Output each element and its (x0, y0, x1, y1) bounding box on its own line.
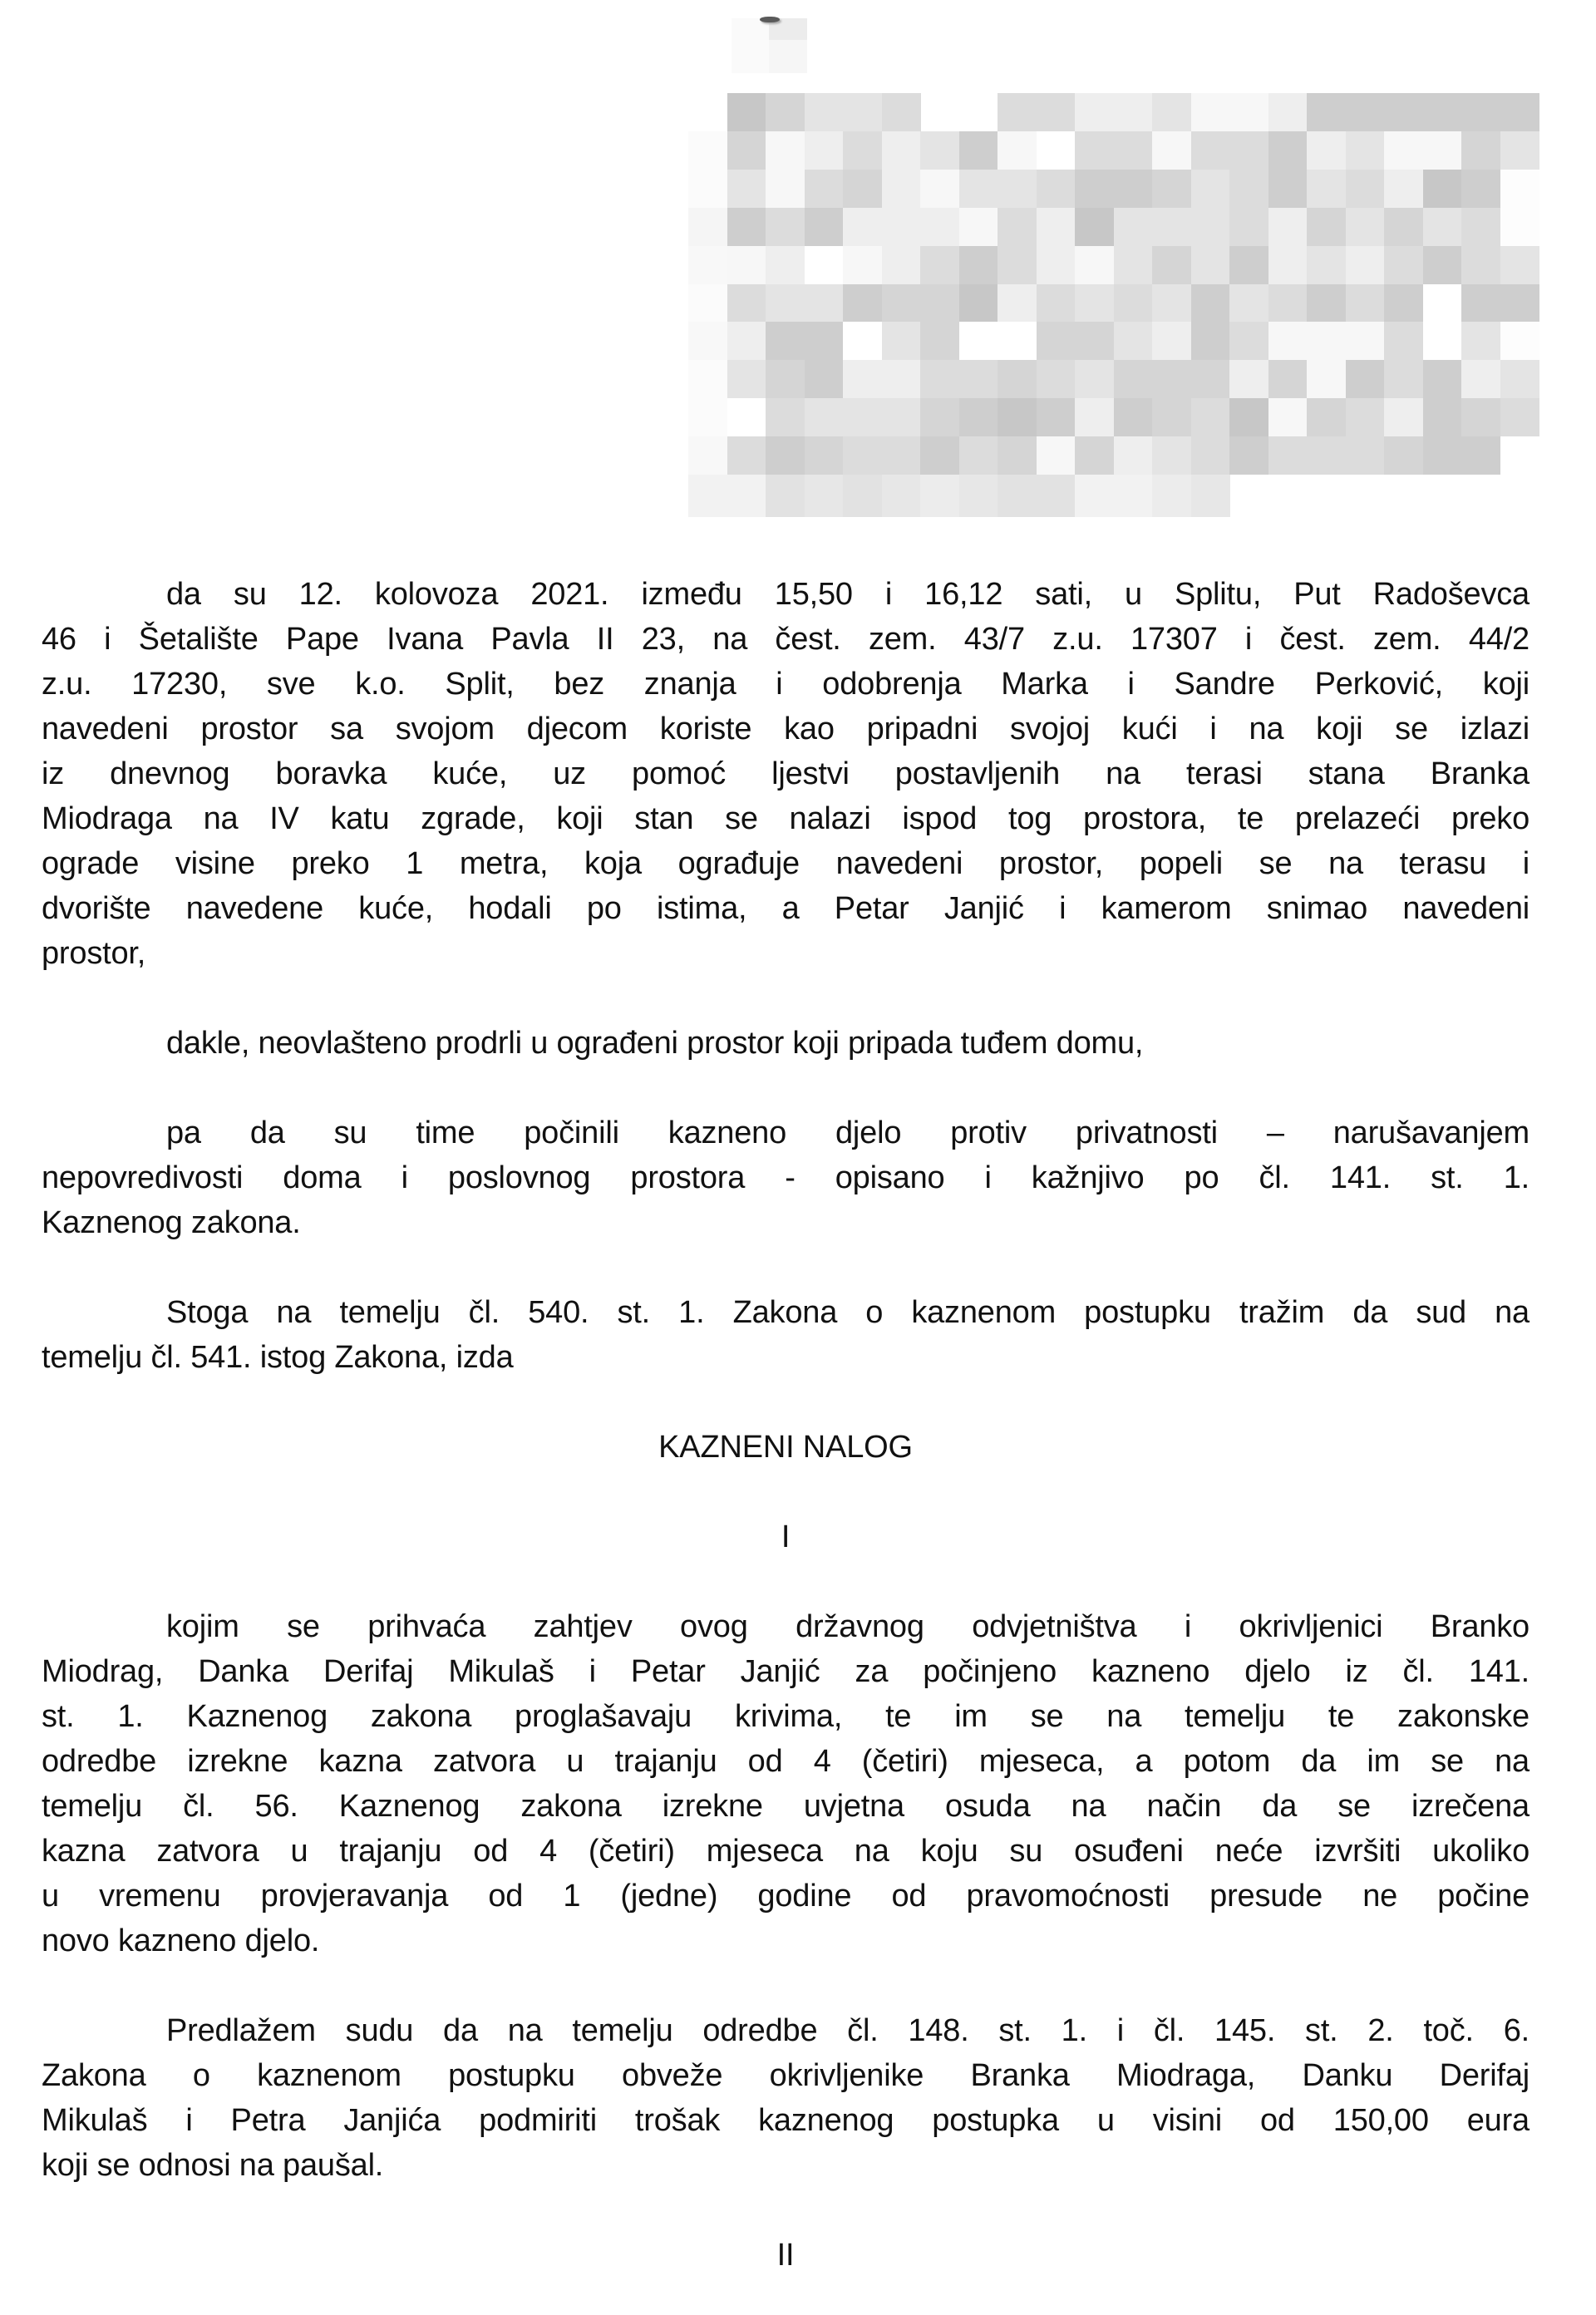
redaction-tile (920, 208, 959, 246)
redaction-tile (766, 322, 805, 360)
redaction-tile (1346, 436, 1385, 475)
redaction-tile (843, 436, 882, 475)
redaction-tile (688, 170, 727, 208)
redaction-tile (1152, 246, 1191, 284)
dakle-paragraph (42, 1021, 1530, 1066)
redaction-tile (805, 436, 844, 475)
redaction-tile (727, 322, 766, 360)
redaction-tile (1346, 246, 1385, 284)
redaction-tile (766, 93, 805, 131)
redaction-tile (1152, 284, 1191, 323)
redaction-tile (688, 360, 727, 398)
redaction-tile (1075, 170, 1114, 208)
redaction-tile (1037, 398, 1076, 436)
redaction-tile (1268, 93, 1308, 131)
redaction-tile (843, 131, 882, 170)
redaction-tile (1037, 93, 1076, 131)
redaction-tile (727, 284, 766, 323)
redaction-tile (766, 398, 805, 436)
ink-artifact (760, 17, 780, 22)
redaction-tile (959, 246, 998, 284)
redaction-tile (766, 360, 805, 398)
redaction-tile (1461, 208, 1500, 246)
text-line: prostor, (42, 936, 146, 971)
redaction-tile (805, 246, 844, 284)
redaction-tile (920, 436, 959, 475)
redaction-tile (766, 284, 805, 323)
redaction-tile (920, 246, 959, 284)
redaction-tile (843, 284, 882, 323)
redaction-tile (1114, 436, 1153, 475)
redaction-tile (1229, 436, 1268, 475)
redaction-tile (882, 170, 921, 208)
redaction-tile (1461, 398, 1500, 436)
redaction-tile (1268, 436, 1308, 475)
redaction-tile (1037, 208, 1076, 246)
text-line: Stoga na temelju čl. 540. st. 1. Zakona o kaznenom postupku tražim da sud na (166, 1295, 1530, 1330)
redaction-tile (1152, 475, 1191, 517)
redaction-tile (1191, 208, 1230, 246)
redaction-tile (998, 360, 1037, 398)
redaction-tile (766, 170, 805, 208)
redaction-tile (1037, 436, 1076, 475)
redaction-tile (882, 398, 921, 436)
redaction-tile (959, 208, 998, 246)
text-line: iz dnevnog boravka kuće, uz pomoć ljestvi postavljenih na terasi stana Branka (42, 756, 1530, 791)
text-line: navedeni prostor sa svojom djecom koriste kao pripadni svojoj kući i na koji se izlazi (42, 712, 1530, 746)
redaction-tile (1307, 131, 1346, 170)
redaction-tile (805, 322, 844, 360)
redaction-tile (1229, 322, 1268, 360)
redaction-tile (882, 436, 921, 475)
redaction-tile (727, 208, 766, 246)
redaction-tile (920, 322, 959, 360)
text-line: kazna zatvora u trajanju od 4 (četiri) mjeseca na koju su osuđeni neće izvršiti ukoliko (42, 1834, 1530, 1869)
redaction-tile (1268, 170, 1308, 208)
text-line: temelju čl. 56. Kaznenog zakona izrekne uvjetna osuda na način da se izrečena (42, 1789, 1530, 1824)
redaction-tile (843, 208, 882, 246)
text-line: Miodrag, Danka Derifaj Mikulaš i Petar Janjić za počinjeno kazneno djelo iz čl. 141. (42, 1654, 1530, 1689)
redaction-tile (727, 398, 766, 436)
redaction-tile (766, 208, 805, 246)
redaction-tile (1500, 360, 1539, 398)
redaction-tile (1229, 284, 1268, 323)
redaction-tile (1191, 436, 1230, 475)
redaction-tile (1268, 284, 1308, 323)
redaction-tile (882, 246, 921, 284)
redaction-tile (882, 360, 921, 398)
text-line: Mikulaš i Petra Janjića podmiriti trošak kaznenog postupka u visini od 150,00 eura (42, 2103, 1530, 2138)
redaction-tile (843, 246, 882, 284)
qualification-paragraph (42, 1111, 1530, 1245)
redaction-tile (805, 208, 844, 246)
text-line: 46 i Šetalište Pape Ivana Pavla II 23, na čest. zem. 43/7 z.u. 17307 i čest. zem. 44/2 (42, 622, 1530, 657)
text-line: odredbe izrekne kazna zatvora u trajanju od 4 (četiri) mjeseca, a potom da im se na (42, 1744, 1530, 1779)
redaction-tile (1152, 131, 1191, 170)
redaction-tile (1346, 360, 1385, 398)
redaction-tile (1037, 246, 1076, 284)
redaction-tile (998, 131, 1037, 170)
redaction-tile (1152, 322, 1191, 360)
redaction-tile (1152, 170, 1191, 208)
redaction-tile (1384, 360, 1423, 398)
text-line: dakle, neovlašteno prodrli u ograđeni prostor koji pripada tuđem domu, (166, 1026, 1144, 1061)
redaction-tile (1346, 208, 1385, 246)
redaction-tile (1461, 360, 1500, 398)
redaction-tile (1114, 398, 1153, 436)
redaction-tile (998, 284, 1037, 323)
redaction-tile (766, 436, 805, 475)
redaction-tile (843, 475, 882, 517)
redaction-tile (998, 436, 1037, 475)
redaction-tile (1152, 398, 1191, 436)
redaction-tile (1075, 360, 1114, 398)
redaction-tile (1346, 93, 1385, 131)
redaction-tile (1461, 93, 1500, 131)
redaction-tile (1384, 398, 1423, 436)
redaction-tile (1075, 475, 1114, 517)
redaction-tile (688, 246, 727, 284)
redaction-tile (998, 398, 1037, 436)
redaction-tile (1307, 284, 1346, 323)
text-line: pa da su time počinili kazneno djelo protiv privatnosti – narušavanjem (166, 1116, 1530, 1150)
redaction-tile (959, 131, 998, 170)
redaction-tile (1037, 170, 1076, 208)
redaction-tile (920, 170, 959, 208)
redaction-tile (1075, 284, 1114, 323)
redaction-tile (1114, 284, 1153, 323)
redaction-tile (688, 131, 727, 170)
redaction-tile (1191, 246, 1230, 284)
redaction-tile (1384, 436, 1423, 475)
redaction-tile (1075, 322, 1114, 360)
redaction-tile (1268, 208, 1308, 246)
redaction-tile (732, 18, 769, 73)
redaction-tile (1307, 170, 1346, 208)
redaction-tile (1423, 131, 1462, 170)
text-line: nepovredivosti doma i poslovnog prostora - opisano i kažnjivo po čl. 141. st. 1. (42, 1160, 1530, 1195)
redaction-tile (766, 475, 805, 517)
redaction-tile (1384, 131, 1423, 170)
order-heading: KAZNENI NALOG (658, 1430, 913, 1465)
redaction-tile (1346, 398, 1385, 436)
text-line: kojim se prihvaća zahtjev ovog državnog odvjetništva i okrivljenici Branko (166, 1609, 1530, 1644)
redaction-tile (882, 322, 921, 360)
redaction-tile (1268, 131, 1308, 170)
redaction-tile (1114, 322, 1153, 360)
redaction-tile (1229, 398, 1268, 436)
redaction-tile (998, 93, 1037, 131)
redaction-tile (727, 475, 766, 517)
redaction-tile (1152, 208, 1191, 246)
redaction-tile (1500, 322, 1539, 360)
text-line: temelju čl. 541. istog Zakona, izda (42, 1340, 514, 1375)
redaction-tile (920, 284, 959, 323)
redaction-tile (688, 208, 727, 246)
costs-paragraph (42, 2008, 1530, 2188)
redaction-tile (1229, 246, 1268, 284)
redaction-tile (1384, 208, 1423, 246)
redaction-tile (1268, 398, 1308, 436)
redaction-tile (1423, 360, 1462, 398)
redaction-tile (766, 246, 805, 284)
text-line: st. 1. Kaznenog zakona proglašavaju krivima, te im se na temelju te zakonske (42, 1699, 1530, 1734)
redaction-tile (998, 170, 1037, 208)
redaction-tile (1307, 322, 1346, 360)
redaction-tile (1191, 322, 1230, 360)
redaction-tile (1075, 131, 1114, 170)
redaction-tile (1037, 284, 1076, 323)
redaction-tile (1423, 398, 1462, 436)
section-numeral-1: I (781, 1520, 791, 1554)
text-line: u vremenu provjeravanja od 1 (jedne) godine od pravomoćnosti presude ne počine (42, 1879, 1530, 1914)
redaction-tile (1191, 131, 1230, 170)
redaction-tile (727, 93, 766, 131)
redaction-tile (843, 93, 882, 131)
redaction-tile (1307, 93, 1346, 131)
redaction-tile (1423, 322, 1462, 360)
facts-paragraph (42, 572, 1530, 976)
redaction-tile (688, 322, 727, 360)
redaction-tile (1461, 436, 1500, 475)
redaction-tile (1307, 246, 1346, 284)
redaction-tile (1114, 246, 1153, 284)
text-line: dvorište navedene kuće, hodali po istima, a Petar Janjić i kamerom snimao navedeni (42, 891, 1530, 926)
text-line: koji se odnosi na paušal. (42, 2148, 384, 2183)
redaction-tile (727, 246, 766, 284)
text-line: Predlažem sudu da na temelju odredbe čl. 148. st. 1. i čl. 145. st. 2. toč. 6. (166, 2013, 1530, 2048)
redaction-tile (1191, 284, 1230, 323)
redaction-tile (882, 93, 921, 131)
redaction-tile (1037, 360, 1076, 398)
redaction-tile (1461, 170, 1500, 208)
redaction-tile (1500, 170, 1539, 208)
redaction-tile (1229, 208, 1268, 246)
redaction-tile (1307, 360, 1346, 398)
redaction-tile (805, 475, 844, 517)
redaction-tile (998, 475, 1037, 517)
redaction-tile (1075, 436, 1114, 475)
redaction-tile (998, 246, 1037, 284)
redaction-tile (998, 322, 1037, 360)
redaction-tile (1461, 322, 1500, 360)
redaction-tile (1384, 93, 1423, 131)
text-line: novo kazneno djelo. (42, 1923, 320, 1958)
verdict-paragraph (42, 1604, 1530, 1963)
redaction-tile (1152, 360, 1191, 398)
redaction-tile (882, 131, 921, 170)
redaction-tile (1075, 246, 1114, 284)
redaction-tile (1500, 208, 1539, 246)
redaction-tile (1461, 284, 1500, 323)
redaction-tile (1075, 208, 1114, 246)
redaction-tile (920, 475, 959, 517)
redaction-tile (1461, 131, 1500, 170)
redaction-tile (1500, 93, 1539, 131)
redaction-tile (805, 93, 844, 131)
text-line: Miodraga na IV katu zgrade, koji stan se nalazi ispod tog prostora, te prelazeći preko (42, 801, 1530, 836)
redaction-tile (727, 170, 766, 208)
redaction-tile (1384, 284, 1423, 323)
redaction-tile (843, 398, 882, 436)
redaction-tile (959, 475, 998, 517)
redaction-tile (882, 475, 921, 517)
redaction-tile (1114, 131, 1153, 170)
redaction-tile (1229, 360, 1268, 398)
redaction-tile (805, 360, 844, 398)
redaction-tile (1114, 360, 1153, 398)
redaction-tile (1500, 436, 1539, 475)
redaction-tile (1037, 322, 1076, 360)
redaction-tile (959, 284, 998, 323)
redaction-tile (1268, 360, 1308, 398)
redaction-tile (1191, 170, 1230, 208)
redaction-tile (1346, 284, 1385, 323)
redaction-tile (727, 360, 766, 398)
redaction-tile (998, 208, 1037, 246)
redaction-tile (1037, 131, 1076, 170)
redaction-tile (959, 398, 998, 436)
redaction-tile (805, 131, 844, 170)
redaction-tile (1191, 398, 1230, 436)
redaction-tile (805, 170, 844, 208)
redaction-tile (959, 170, 998, 208)
redaction-tile (959, 360, 998, 398)
redaction-tile (1384, 170, 1423, 208)
redaction-tile (1229, 131, 1268, 170)
redaction-tile (1114, 170, 1153, 208)
redaction-tile (1423, 170, 1462, 208)
redaction-tile (1461, 246, 1500, 284)
redaction-tile (1268, 322, 1308, 360)
redaction-tile (1307, 208, 1346, 246)
text-line: z.u. 17230, sve k.o. Split, bez znanja i odobrenja Marka i Sandre Perković, koji (42, 667, 1530, 702)
small-redaction-block (732, 18, 807, 73)
redaction-tile (1384, 246, 1423, 284)
redaction-tile (1346, 170, 1385, 208)
redaction-tile (882, 284, 921, 323)
redaction-tile (1229, 170, 1268, 208)
text-line: da su 12. kolovoza 2021. između 15,50 i 16,12 sati, u Splitu, Put Radoševca (166, 577, 1530, 612)
redaction-tile (920, 131, 959, 170)
redaction-tile (1423, 284, 1462, 323)
redaction-tile (688, 284, 727, 323)
redaction-tile (805, 398, 844, 436)
redaction-tile (1423, 93, 1462, 131)
document-text (42, 572, 1530, 2278)
redaction-tile (1037, 475, 1076, 517)
redaction-tile (920, 398, 959, 436)
redaction-tile (1500, 398, 1539, 436)
redaction-tile (1114, 208, 1153, 246)
redaction-tile (727, 436, 766, 475)
redaction-tile (1346, 131, 1385, 170)
redaction-tile (1229, 93, 1268, 131)
redaction-tile (688, 475, 727, 517)
section-numeral-2: II (776, 2238, 795, 2273)
redaction-tile (1500, 284, 1539, 323)
redaction-tile (1307, 398, 1346, 436)
text-line: ograde visine preko 1 metra, koja ograđuje navedeni prostor, popeli se na terasu i (42, 846, 1530, 881)
redaction-tile (769, 40, 807, 73)
redaction-tile (1500, 131, 1539, 170)
redaction-tile (959, 322, 998, 360)
redaction-tile (959, 436, 998, 475)
redaction-tile (1075, 93, 1114, 131)
redaction-tile (688, 436, 727, 475)
redaction-tile (920, 360, 959, 398)
redaction-tile (805, 284, 844, 323)
text-line: Kaznenog zakona. (42, 1205, 301, 1240)
redaction-tile (843, 322, 882, 360)
redaction-tile (1191, 93, 1230, 131)
redaction-tile (1152, 436, 1191, 475)
redaction-tile (1114, 475, 1153, 517)
redaction-tile (1152, 93, 1191, 131)
redaction-tile (1191, 360, 1230, 398)
redaction-tile (1114, 93, 1153, 131)
redaction-tile (1423, 208, 1462, 246)
redaction-tile (882, 208, 921, 246)
redaction-tile (1423, 436, 1462, 475)
redaction-tile (727, 131, 766, 170)
text-line: Zakona o kaznenom postupku obveže okrivljenike Branka Miodraga, Danku Derifaj (42, 2058, 1530, 2093)
redaction-tile (1075, 398, 1114, 436)
redaction-tile (843, 360, 882, 398)
redaction-tile (1191, 475, 1230, 517)
redaction-tile (843, 170, 882, 208)
redaction-tile (1346, 322, 1385, 360)
redaction-tile (1307, 436, 1346, 475)
redaction-tile (688, 398, 727, 436)
redaction-tile (1268, 246, 1308, 284)
redaction-tile (1384, 322, 1423, 360)
redaction-tile (1423, 246, 1462, 284)
redaction-tile (1500, 246, 1539, 284)
redaction-tile (766, 131, 805, 170)
legal-basis-paragraph (42, 1290, 1530, 1380)
